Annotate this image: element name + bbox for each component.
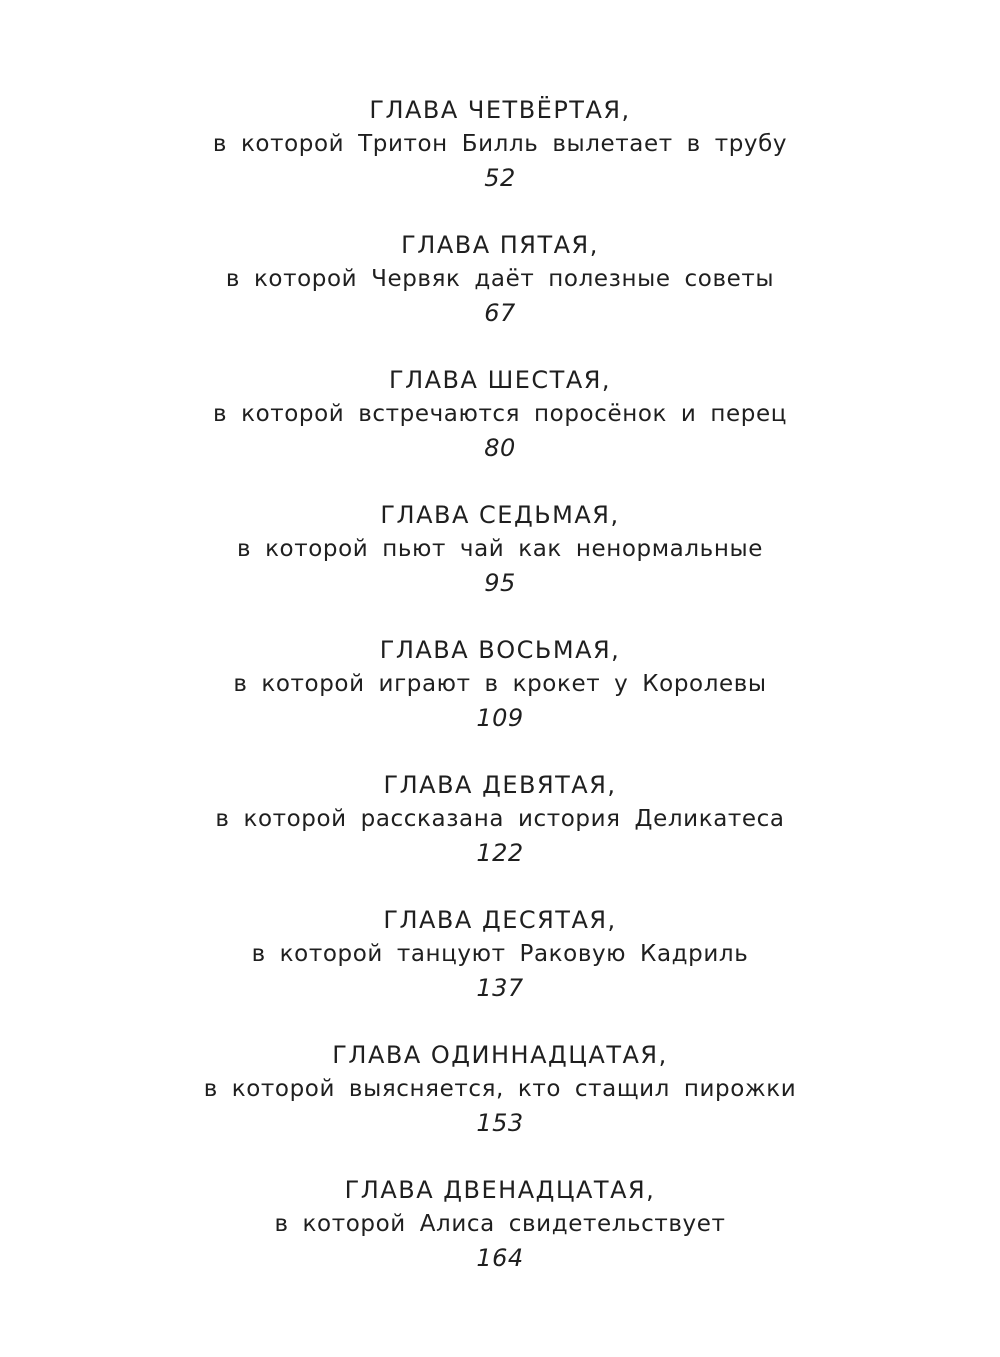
chapter-page-number: 95 xyxy=(484,569,516,597)
chapter-subtitle: в которой Тритон Билль вылетает в трубу xyxy=(212,131,788,157)
chapter-title: ГЛАВА ДЕВЯТАЯ, xyxy=(383,771,617,799)
toc-entry xyxy=(0,364,1000,499)
chapter-subtitle: в которой выясняется, кто стащил пирожки xyxy=(203,1076,797,1102)
toc-entry xyxy=(0,1039,1000,1174)
toc-entry xyxy=(0,1174,1000,1309)
chapter-title: ГЛАВА ЧЕТВЁРТАЯ, xyxy=(369,96,631,124)
chapter-page-number: 164 xyxy=(476,1244,524,1272)
chapter-page-number: 52 xyxy=(484,164,516,192)
chapter-page-number: 153 xyxy=(476,1109,524,1137)
chapter-title: ГЛАВА ШЕСТАЯ, xyxy=(388,366,612,394)
chapter-subtitle: в которой рассказана история Деликатеса xyxy=(215,806,785,832)
chapter-title: ГЛАВА ОДИННАДЦАТАЯ, xyxy=(332,1041,668,1069)
chapter-page-number: 137 xyxy=(476,974,524,1002)
chapter-subtitle: в которой пьют чай как ненормальные xyxy=(237,536,763,562)
toc-entry xyxy=(0,229,1000,364)
toc-entry xyxy=(0,94,1000,229)
toc-entry xyxy=(0,634,1000,769)
chapter-title: ГЛАВА ПЯТАЯ, xyxy=(401,231,599,259)
chapter-title: ГЛАВА ДЕСЯТАЯ, xyxy=(383,906,617,934)
table-of-contents xyxy=(0,94,1000,1309)
chapter-title: ГЛАВА ВОСЬМАЯ, xyxy=(379,636,621,664)
chapter-page-number: 109 xyxy=(476,704,524,732)
chapter-title: ГЛАВА ДВЕНАДЦАТАЯ, xyxy=(344,1176,656,1204)
chapter-page-number: 122 xyxy=(476,839,524,867)
toc-entry xyxy=(0,769,1000,904)
chapter-subtitle: в которой Червяк даёт полезные советы xyxy=(225,266,775,292)
chapter-subtitle: в которой играют в крокет у Королевы xyxy=(233,671,767,697)
chapter-title: ГЛАВА СЕДЬМАЯ, xyxy=(380,501,620,529)
chapter-page-number: 80 xyxy=(484,434,516,462)
chapter-subtitle: в которой Алиса свидетельствует xyxy=(274,1211,726,1237)
chapter-page-number: 67 xyxy=(484,299,516,327)
toc-entry xyxy=(0,499,1000,634)
chapter-subtitle: в которой танцуют Раковую Кадриль xyxy=(251,941,749,967)
toc-entry xyxy=(0,904,1000,1039)
chapter-subtitle: в которой встречаются поросёнок и перец xyxy=(213,401,787,427)
